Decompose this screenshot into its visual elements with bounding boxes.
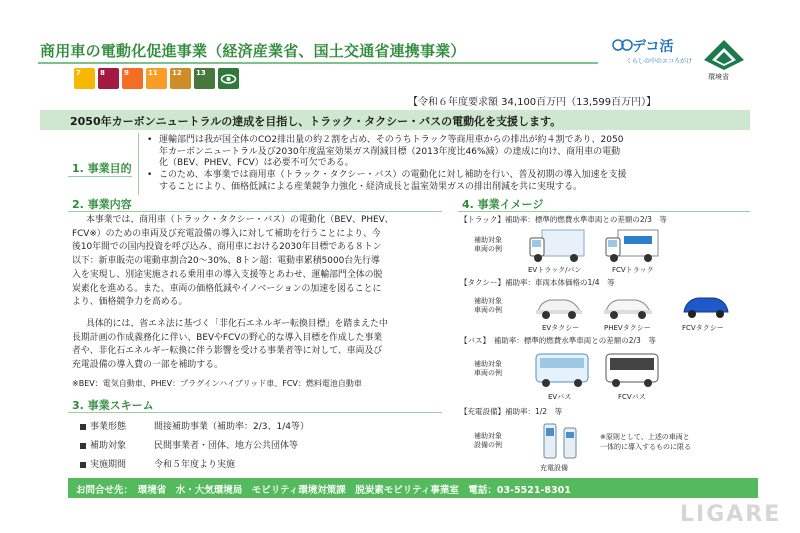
charger-target-label: 補助対象 設備の例 (474, 432, 502, 449)
bus-target-label: 補助対象 車両の例 (474, 360, 502, 377)
content-paragraph-1: 本事業では、商用車（トラック・タクシー・バス）の電動化（BEV、PHEV、 FCV※）のための車両及び充電設備の導入に対して補助を行うことにより、今 後10年間での国内投資を呼び込み、商用車における2030年目標である８トン 以下：新車販売の電動車割合20～30%、8トン超：電動車累積5000台先行導 入を実現し、別途実施される乗用車の導入支援等とあわせ、運輸部門全体の脱 炭素化を進める。また、車両の価格低減やイノベーションの加速を図ることに より、価格競争力を高める。 (72, 215, 394, 308)
ev-taxi-caption: EVタクシー (542, 324, 580, 332)
phev-taxi-icon (602, 292, 654, 320)
deco-logo-text: デコ活 (632, 39, 674, 55)
taxi-target-label: 補助対象 車両の例 (474, 297, 502, 314)
content-paragraph-2: 具体的には、省エネ法に基づく「非化石エネルギー転換目標」を踏まえた中 長期計画の作成義務化に伴い、BEVやFCVの野心的な導入目標を作成した事業 者や、非化石エネルギー転換に伴う影響を受ける事業者等に対して、車両及び 充電設備の導入費の一部を補助する。 (72, 319, 388, 371)
scheme-row: 補助対象 民間事業者・団体、地方公共団体等 (80, 438, 298, 451)
scheme-row: 実施期間 令和５年度より実施 (80, 457, 235, 470)
fcv-truck-icon (604, 228, 660, 266)
sdg-12-icon: 12 (170, 68, 191, 89)
fcv-truck-caption: FCVトラック (612, 266, 654, 274)
ev-truck-caption: EVトラック/バン (528, 266, 582, 274)
section-purpose-title: 1. 事業目的 (72, 162, 132, 175)
sdg-13-icon: 13 (194, 68, 215, 89)
fcv-bus-caption: FCVバス (618, 393, 646, 401)
content-footnote: ※BEV：電気自動車、PHEV：プラグインハイブリッド車、FCV：燃料電池自動車 (72, 379, 362, 388)
section-scheme-title: 3. 事業スキーム (72, 399, 154, 412)
section-image-title: 4. 事業イメージ (462, 198, 544, 211)
taxi-subsidy-header: 【タクシー】補助率：車両本体価格の1/4 等 (460, 278, 615, 287)
section-content-underline (68, 211, 442, 212)
ministry-logo-label: 環境省 (708, 73, 729, 81)
truck-subsidy-header: 【トラック】補助率：標準的燃費水準車両との差額の2/3 等 (460, 215, 667, 224)
sdg-icon-row (74, 68, 239, 89)
budget-amount: 【令和６年度要求額 34,100百万円（13,599百万円）】 (408, 97, 657, 108)
ev-truck-icon (528, 226, 586, 266)
charger-icon (540, 420, 582, 462)
ev-taxi-icon (534, 292, 584, 320)
fcv-taxi-icon (680, 290, 732, 320)
ev-bus-icon (534, 350, 590, 388)
goal-banner-text: 2050年カーボンニュートラルの達成を目指し、トラック・タクシー・バスの電動化を支援します。 (70, 115, 562, 128)
section-scheme-underline (68, 412, 442, 413)
fcv-taxi-caption: FCVタクシー (682, 324, 724, 332)
page-title: 商用車の電動化促進事業（経済産業省、国土交通省連携事業） (40, 42, 466, 60)
sdg-11-icon: 11 (146, 68, 167, 89)
charger-subsidy-header: 【充電設備】補助率：1/2 等 (460, 407, 563, 416)
section-content-title: 2. 事業内容 (72, 198, 132, 211)
truck-target-label: 補助対象 車両の例 (474, 236, 502, 253)
eye-icon (218, 68, 239, 89)
deco-logo-icon (612, 38, 634, 52)
sdg-7-icon: 7 (74, 68, 95, 89)
fcv-bus-icon (604, 350, 660, 388)
sdg-8-icon: 8 (98, 68, 119, 89)
charger-note: ※原則として、上述の車両と 一体的に導入するものに限る (600, 433, 691, 451)
ev-bus-caption: EVバス (548, 393, 572, 401)
section-image-underline (458, 211, 750, 212)
scheme-row: 事業形態 間接補助事業（補助率：2/3、1/4等） (80, 419, 309, 432)
bus-subsidy-header: 【バス】 補助率：標準的燃費水準車両との差額の2/3 等 (460, 336, 656, 345)
sdg-9-icon: 9 (122, 68, 143, 89)
section-purpose-underline (68, 176, 132, 177)
title-underline (38, 62, 598, 64)
purpose-text-box: • 運輸部門は我が国全体のCO2排出量の約２割を占め、そのうちトラック等商用車からの排出が約４割であり、2050 年カーボンニュートラル及び2030年度温室効果ガス削減目標（2013年度比46%減）の達成に向け、商用車の電動 化（BEV、PHEV、FCV）は必要不可欠である。 • このため、本事業では商用車（トラック・タクシー・バス）の電動化に対し補助を行い、普及初期の導入加速を支援 することにより、価格低減による産業競争力強化・経済成長と温室効果ガスの排出削減を共に実現する。 (138, 133, 751, 195)
contact-footer-text: お問合せ先： 環境省 水・大気環境局 モビリティ環境対策課 脱炭素モビリティ事業室 電話：03-5521-8301 (76, 485, 571, 496)
watermark-logo: LIGARE (680, 502, 782, 527)
phev-taxi-caption: PHEVタクシー (604, 324, 651, 332)
deco-logo-sub: くらしの中のエコろがけ (626, 58, 693, 65)
charger-caption: 充電設備 (540, 464, 568, 472)
